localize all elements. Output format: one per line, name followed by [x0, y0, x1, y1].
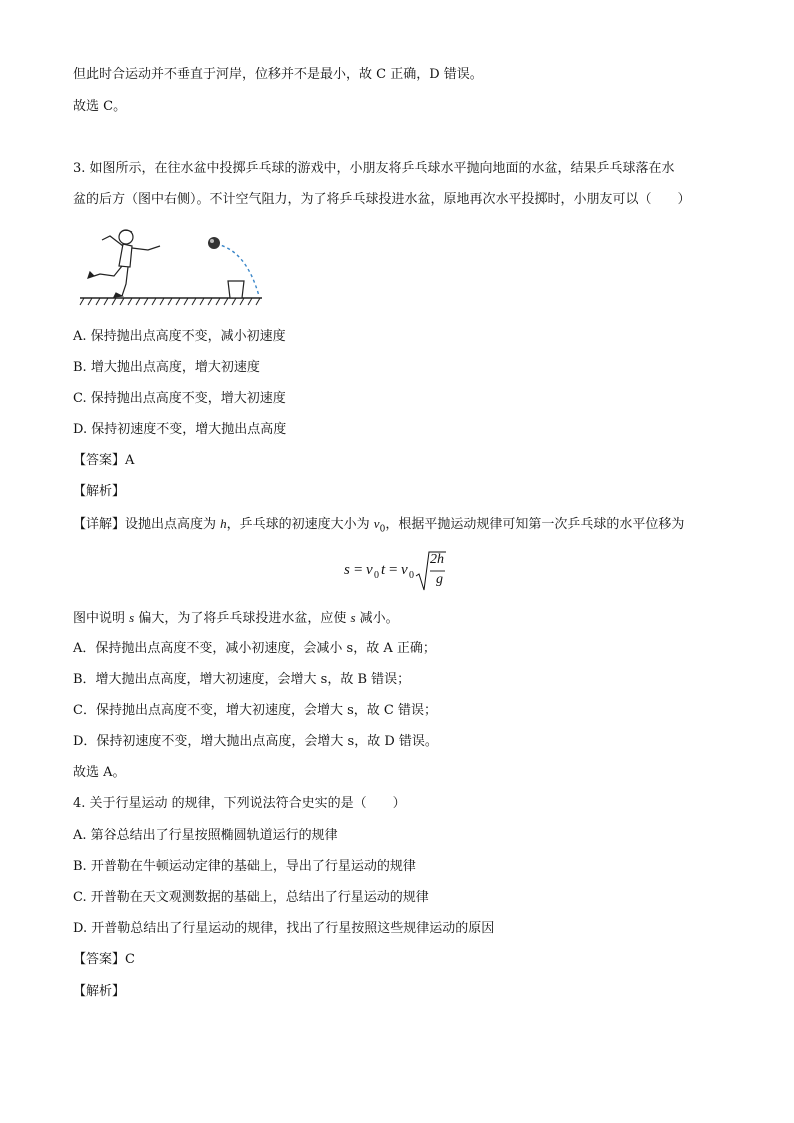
var-v0: v	[373, 516, 380, 531]
var-s-2: s	[350, 610, 356, 625]
q3-explain-c: C．保持抛出点高度不变，增大初速度，会增大 s，故 C 错误；	[73, 703, 437, 718]
detail-text-a: 设抛出点高度为	[125, 517, 221, 532]
q3-stem-line-1: 3. 如图所示，在往水盆中投掷乒乓球的游戏中，小朋友将乒乓球水平抛向地面的水盆，结果乒乓球落在水	[73, 161, 675, 176]
child-figure	[88, 230, 160, 297]
formula-eq-2: =	[389, 562, 398, 578]
formula-v-2: v	[401, 562, 408, 578]
formula-eq-1: =	[354, 562, 363, 578]
q3-explain	[73, 609, 399, 628]
q3-option-c: C. 保持抛出点高度不变，增大初速度	[73, 391, 286, 406]
q4-answer: 【答案】C	[73, 952, 135, 967]
q3-explain-a: A．保持抛出点高度不变，减小初速度，会减小 s，故 A 正确；	[73, 641, 436, 656]
q4-analysis-label: 【解析】	[73, 984, 126, 999]
formula-sub-2: 0	[409, 570, 414, 581]
q4-option-b: B. 开普勒在牛顿运动定律的基础上，导出了行星运动的规律	[73, 859, 416, 874]
prev-answer-line-1: 但此时合运动并不垂直于河岸，位移并不是最小，故 C 正确，D 错误。	[73, 67, 483, 82]
q3-answer: 【答案】A	[73, 453, 135, 468]
q4-option-c: C. 开普勒在天文观测数据的基础上，总结出了行星运动的规律	[73, 890, 429, 905]
formula-t: t	[381, 562, 386, 578]
detail-label: 【详解】	[73, 517, 126, 532]
ping-pong-ball	[208, 237, 220, 249]
formula-numerator: 2h	[430, 552, 444, 567]
q3-option-a: A. 保持抛出点高度不变，减小初速度	[73, 329, 286, 344]
ground-hatching	[80, 298, 260, 305]
explain-text-c: 减小。	[355, 611, 399, 626]
var-s-1: s	[129, 610, 135, 625]
explain-text-b: 偏大，为了将乒乓球投进水盆，应使	[134, 611, 351, 626]
var-h: h	[220, 516, 227, 531]
q4-stem: 4. 关于行星运动 的规律，下列说法符合史实的是（ ）	[73, 796, 406, 811]
q3-option-b: B. 增大抛出点高度，增大初速度	[73, 360, 260, 375]
q4-option-a: A. 第谷总结出了行星按照椭圆轨道运行的规律	[73, 828, 338, 843]
detail-text-b: ，乒乓球的初速度大小为	[226, 517, 374, 532]
q3-conclusion: 故选 A。	[73, 765, 126, 780]
displacement-formula	[344, 548, 454, 594]
q3-detail	[73, 515, 684, 539]
formula-s: s	[344, 562, 350, 578]
q3-analysis-label: 【解析】	[73, 484, 126, 499]
formula-v: v	[366, 562, 373, 578]
q3-explain-d: D．保持初速度不变，增大抛出点高度，会增大 s，故 D 错误。	[73, 734, 438, 749]
q3-option-d: D. 保持初速度不变，增大抛出点高度	[73, 422, 287, 437]
q4-option-d: D. 开普勒总结出了行星运动的规律，找出了行星按照这些规律运动的原因	[73, 921, 495, 936]
water-basin	[228, 281, 244, 298]
prev-answer-conclusion: 故选 C。	[73, 99, 127, 114]
formula-denominator: g	[436, 572, 443, 587]
var-v0-subscript: 0	[379, 524, 386, 535]
q3-explain-b: B．增大抛出点高度，增大初速度，会增大 s，故 B 错误；	[73, 672, 411, 687]
throwing-figure	[78, 226, 268, 310]
detail-text-c: ，根据平抛运动规律可知第一次乒乓球的水平位移为	[385, 517, 685, 532]
q3-stem-line-2: 盆的后方（图中右侧）。不计空气阻力，为了将乒乓球投进水盆，原地再次水平投掷时，小朋友可以（ ）	[73, 192, 691, 207]
explain-text-a: 图中说明	[73, 611, 130, 626]
formula-sub: 0	[374, 570, 379, 581]
